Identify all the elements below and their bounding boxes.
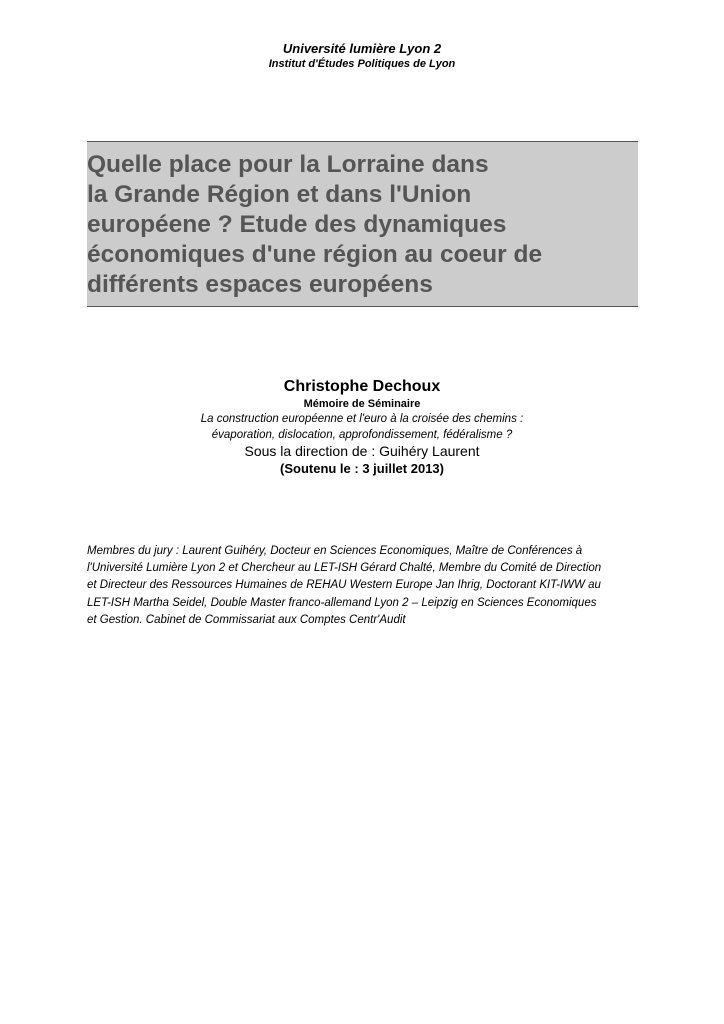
- jury-members: [87, 543, 647, 629]
- title-line-1: Quelle place pour la Lorraine dans: [87, 151, 489, 178]
- supervisor: Sous la direction de : Guihéry Laurent: [244, 443, 480, 459]
- document-title: [87, 142, 627, 300]
- university-name: Université lumière Lyon 2: [282, 41, 442, 56]
- author-block: [0, 376, 724, 477]
- title-line-4: économiques d'une région au coeur de: [87, 241, 543, 268]
- jury-line-2: l'Université Lumière Lyon 2 et Chercheur au LET-ISH Gérard Chalté, Membre du Comité de Direction: [87, 562, 602, 575]
- document-header: [0, 40, 724, 72]
- jury-line-4: LET-ISH Martha Seidel, Double Master franco-allemand Lyon 2 – Leipzig en Sciences Economiques: [87, 596, 597, 609]
- jury-line-1: Membres du jury : Laurent Guihéry, Docteur en Sciences Economiques, Maître de Conférences à: [87, 545, 583, 557]
- jury-line-5: et Gestion. Cabinet de Commissariat aux Comptes Centr'Audit: [87, 613, 406, 626]
- title-line-5: différents espaces européens: [87, 271, 433, 298]
- document-type: Mémoire de Séminaire: [303, 398, 421, 410]
- defense-date: (Soutenu le : 3 juillet 2013): [280, 461, 444, 476]
- seminar-title-line-2: évaporation, dislocation, approfondissement, fédéralisme ?: [211, 429, 513, 441]
- seminar-title-line-1: La construction européenne et l'euro à la croisée des chemins :: [200, 413, 524, 425]
- author-name: Christophe Dechoux: [283, 378, 441, 395]
- title-line-3: européene ? Etude des dynamiques: [87, 211, 507, 238]
- institute-name: Institut d'Études Politiques de Lyon: [268, 58, 456, 70]
- title-line-2: la Grande Région et dans l'Union: [87, 181, 472, 208]
- jury-line-3: et Directeur des Ressources Humaines de REHAU Western Europe Jan Ihrig, Doctorant KIT-IWW au: [87, 579, 601, 592]
- title-box: [87, 141, 638, 307]
